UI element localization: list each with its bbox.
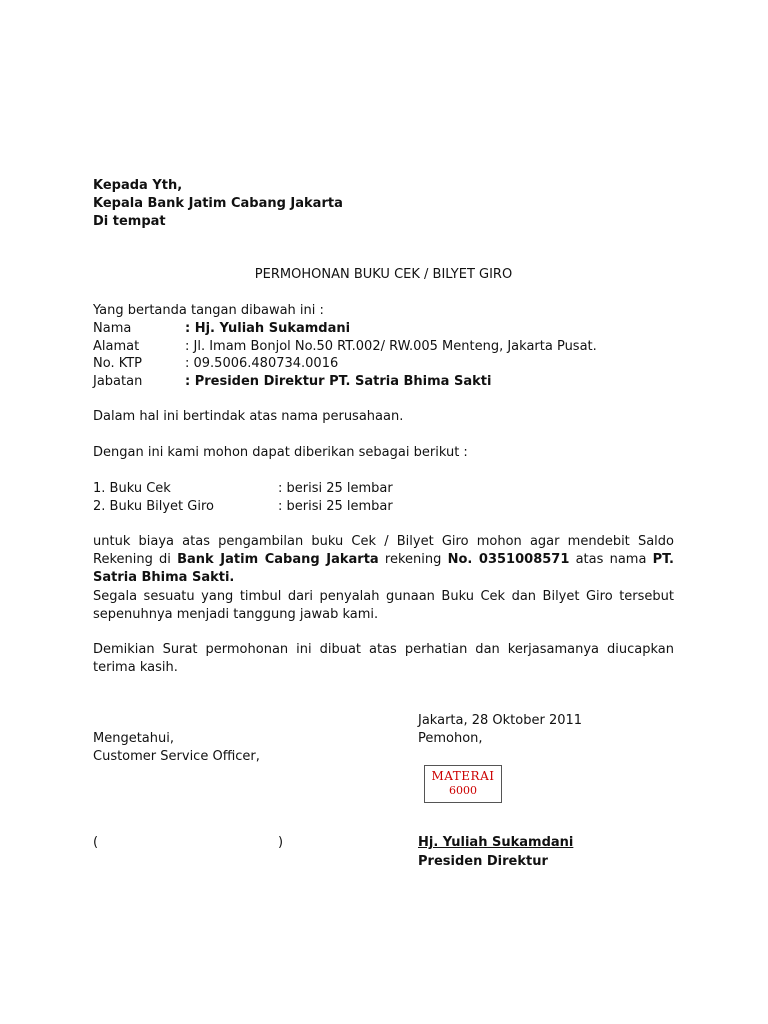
list-item-1-detail: : berisi 25 lembar xyxy=(278,481,393,496)
recipient-line-2: Kepala Bank Jatim Cabang Jakarta xyxy=(93,196,343,211)
para-debit-part2: rekening xyxy=(378,552,448,567)
field-label-alamat: Alamat xyxy=(93,339,140,354)
para-debit-company: PT. Satria Bhima Sakti. xyxy=(93,552,675,585)
right-sign-position: Presiden Direktur xyxy=(418,854,548,869)
field-label-ktp: No. KTP xyxy=(93,356,143,371)
intro-text: Yang bertanda tangan dibawah ini : xyxy=(93,303,324,318)
recipient-line-1: Kepada Yth, xyxy=(93,178,183,193)
left-sign-paren-close: ) xyxy=(278,835,284,850)
list-item-2-detail: : berisi 25 lembar xyxy=(278,499,393,514)
recipient-line-3: Di tempat xyxy=(93,214,166,229)
place-date: Jakarta, 28 Oktober 2011 xyxy=(418,713,583,728)
para-request: Dengan ini kami mohon dapat diberikan sebagai berikut : xyxy=(93,445,468,460)
para-debit-part1: untuk biaya atas pengambilan buku Cek / Bilyet Giro mohon agar mendebit Saldo Rekening di xyxy=(93,534,674,567)
materai-stamp-label: MATERAI xyxy=(431,769,495,783)
materai-stamp-value: 6000 xyxy=(449,784,477,797)
left-sign-line-2: Customer Service Officer, xyxy=(93,749,260,764)
para-debit-part3: atas nama xyxy=(569,552,653,567)
para-debit xyxy=(93,533,674,587)
letter-title: PERMOHONAN BUKU CEK / BILYET GIRO xyxy=(254,267,513,282)
left-sign-line-1: Mengetahui, xyxy=(93,731,174,746)
list-item-2-name: 2. Buku Bilyet Giro xyxy=(93,499,214,514)
materai-stamp xyxy=(424,765,502,803)
field-value-jabatan: : Presiden Direktur PT. Satria Bhima Sakti xyxy=(185,374,492,389)
para-debit-account: No. 0351008571 xyxy=(447,552,570,567)
para-company: Dalam hal ini bertindak atas nama perusahaan. xyxy=(93,409,404,424)
left-sign-paren-open: ( xyxy=(93,835,99,850)
field-value-alamat: : Jl. Imam Bonjol No.50 RT.002/ RW.005 Menteng, Jakarta Pusat. xyxy=(185,339,597,354)
field-label-nama: Nama xyxy=(93,321,132,336)
para-responsibility: Segala sesuatu yang timbul dari penyalah gunaan Buku Cek dan Bilyet Giro tersebut sepenuhnya menjadi tanggung jawab kami. xyxy=(93,589,674,622)
field-value-ktp: : 09.5006.480734.0016 xyxy=(185,356,339,371)
para-debit-bank: Bank Jatim Cabang Jakarta xyxy=(177,552,379,567)
field-label-jabatan: Jabatan xyxy=(93,374,143,389)
para-closing: Demikian Surat permohonan ini dibuat atas perhatian dan kerjasamanya diucapkan terima kasih. xyxy=(93,642,674,675)
field-value-nama: : Hj. Yuliah Sukamdani xyxy=(185,321,351,336)
right-sign-name: Hj. Yuliah Sukamdani xyxy=(418,835,574,850)
list-item-1-name: 1. Buku Cek xyxy=(93,481,171,496)
right-sign-line-1: Pemohon, xyxy=(418,731,483,746)
